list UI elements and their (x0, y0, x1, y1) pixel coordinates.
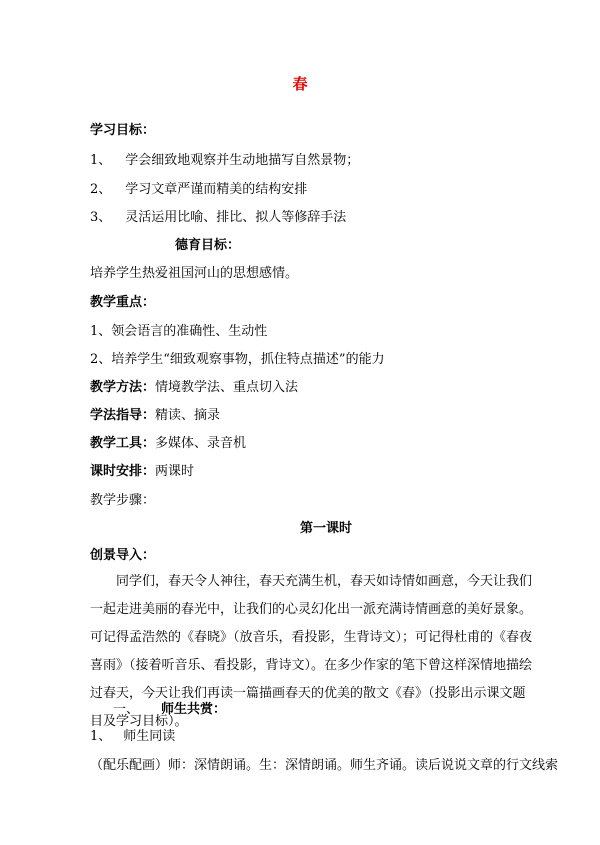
lesson1-heading: 第一课时 (300, 521, 353, 536)
objective-text: 灵活运用比喻、排比、拟人等修辞手法 (125, 210, 347, 225)
tools-label: 教学工具： (90, 436, 156, 451)
study-row (90, 408, 220, 424)
method-value: 情境教学法、重点切入法 (155, 380, 299, 395)
method-row (90, 380, 298, 396)
key-points-heading: 教学重点： (90, 295, 156, 310)
section1-heading (113, 702, 226, 718)
key-point-item-1: 1、领会语言的准确性、生动性 (90, 324, 268, 339)
study-value: 精读、摘录 (155, 408, 221, 423)
tools-row (90, 436, 246, 452)
schedule-value: 两课时 (155, 464, 195, 479)
page-title (0, 73, 600, 94)
intro-paragraph: 同学们，春天令人神往，春天充满生机，春天如诗情如画意，今天让我们一起走进美丽的春光中，让我们的心灵幻化出一派充满诗情画意的美好景象。可记得孟浩然的《春晓》（放音乐，看投影，生背诗文）；可记得杜甫的《春夜喜雨》（接着听音乐、看投影，背诗文）。在多少作家的笔下曾这样深情地描绘过春天，今天让我们再读一篇描画春天的优美的散文《春》（投影出示课文题目及学习目标）。 (90, 574, 533, 729)
tools-value: 多媒体、录音机 (155, 436, 247, 451)
section1-title: 师生共赏： (161, 702, 227, 717)
objective-item-2 (90, 182, 307, 198)
sub1-title: 师生同读 (123, 729, 176, 744)
objective-text: 学习文章严谨而精美的结构安排 (125, 182, 308, 197)
study-label: 学法指导： (90, 408, 156, 423)
objective-item-1 (90, 153, 359, 169)
intro-heading: 创景导入： (90, 548, 156, 563)
sub1-num: 1、 (90, 729, 112, 744)
objective-item-3 (90, 210, 346, 226)
moral-text: 培养学生热爱祖国河山的思想感情。 (90, 266, 299, 281)
objective-num: 3、 (90, 210, 112, 225)
moral-heading: 德育目标： (175, 238, 241, 253)
title-text: 春 (292, 75, 308, 93)
objective-text: 学会细致地观察并生动地描写自然景物； (125, 153, 360, 168)
steps-label: 教学步骤： (90, 493, 156, 508)
objective-num: 2、 (90, 182, 112, 197)
key-point-item-2: 2、培养学生“细致观察事物，抓住特点描述”的能力 (90, 352, 385, 367)
objective-num: 1、 (90, 153, 112, 168)
schedule-label: 课时安排： (90, 464, 156, 479)
method-label: 教学方法： (90, 380, 156, 395)
objectives-heading: 学习目标： (90, 123, 156, 138)
sub1-heading (90, 729, 175, 745)
schedule-row (90, 464, 194, 480)
reading-text: （配乐配画）师：深情朗诵。生：深情朗诵。师生齐诵。读后说说文章的行文线索 (90, 758, 559, 773)
section1-num: 一、 (113, 702, 140, 717)
